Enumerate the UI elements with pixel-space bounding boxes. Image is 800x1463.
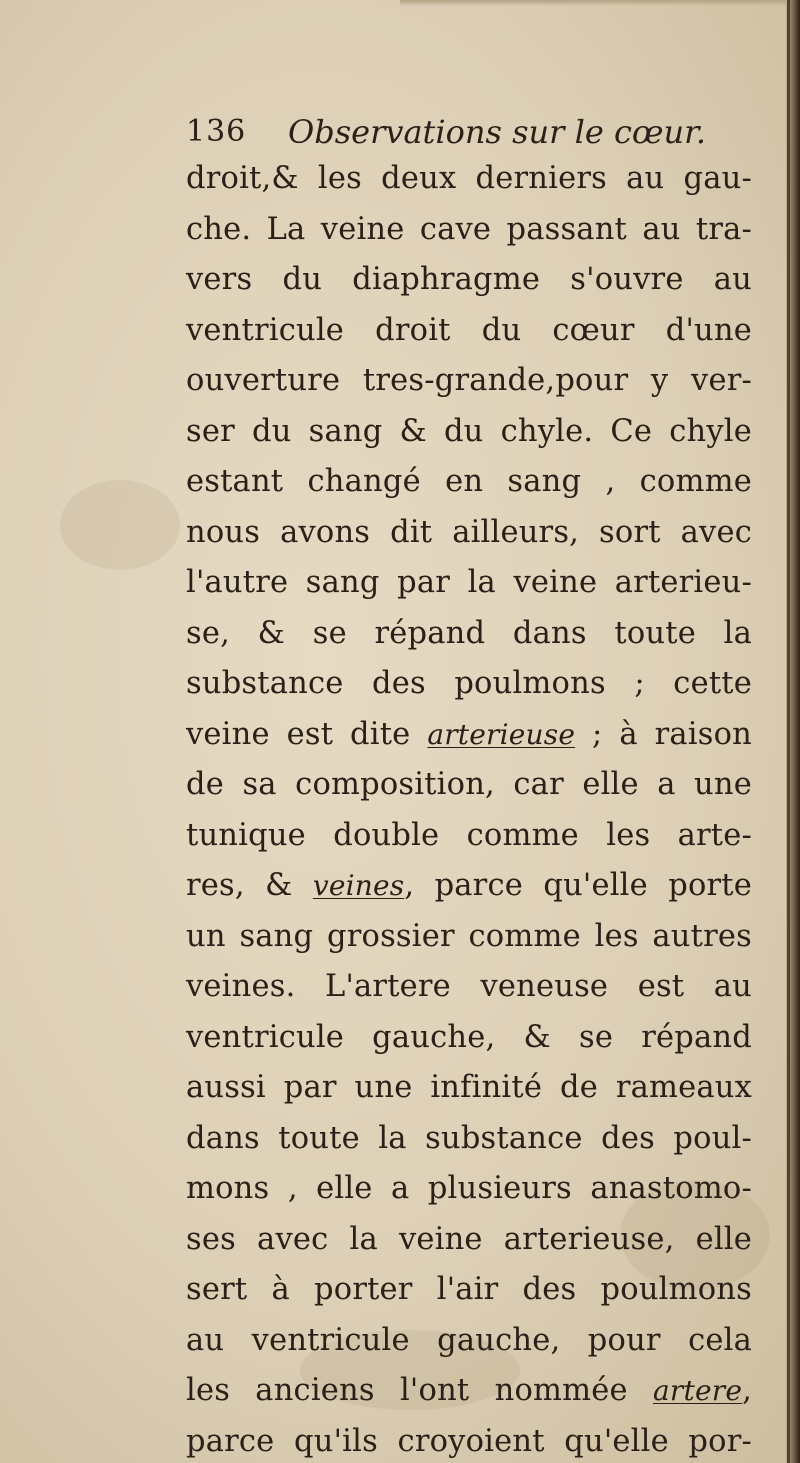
text-segment: vers du diaphragme s'ouvre au (186, 262, 752, 297)
text-line (186, 1215, 752, 1266)
text-line (186, 962, 752, 1013)
page-header (186, 108, 746, 156)
text-line (186, 659, 752, 710)
text-segment: veine est dite (186, 716, 428, 752)
page-top-shadow (400, 0, 800, 6)
text-segment: che. La veine cave passant au tra- (186, 211, 752, 247)
text-segment: ser du sang & du chyle. Ce chyle (186, 413, 752, 449)
text-segment: les anciens l'ont nommée (186, 1373, 654, 1408)
text-line (186, 306, 752, 357)
italic-term: arterieuse (427, 717, 576, 751)
text-line (186, 1316, 752, 1367)
text-line (186, 356, 752, 407)
text-segment: l'autre sang par la veine arterieu- (186, 565, 752, 600)
text-segment: veines. L'artere veneuse est au (186, 969, 752, 1004)
text-line (186, 609, 752, 660)
text-line (186, 1366, 752, 1417)
text-line (186, 1417, 752, 1463)
text-line (186, 1013, 752, 1064)
text-segment: ouverture tres-grande,pour y ver- (186, 363, 752, 398)
text-line (186, 912, 752, 963)
text-segment: estant changé en sang , comme (186, 464, 752, 499)
text-line (186, 1265, 752, 1316)
body-text (186, 154, 766, 1463)
text-line (186, 558, 752, 609)
text-segment: ventricule droit du cœur d'une (186, 312, 752, 348)
text-segment: ; à raison (575, 716, 753, 752)
text-segment: tunique double comme les arte- (186, 817, 752, 853)
text-segment: mons , elle a plusieurs anastomo- (186, 1171, 752, 1206)
running-title: Observations sur le cœur. (288, 113, 707, 151)
text-segment: sert à porter l'air des poulmons (186, 1272, 752, 1307)
text-line (186, 760, 752, 811)
text-segment: ventricule gauche, & se répand (186, 1019, 752, 1055)
text-line (186, 457, 752, 508)
text-segment: aussi par une infinité de rameaux (186, 1070, 752, 1105)
text-segment: parce qu'ils croyoient qu'elle por- (186, 1423, 752, 1459)
text-line (186, 508, 752, 559)
italic-term: artere (653, 1374, 743, 1407)
text-segment: de sa composition, car elle a une (186, 767, 752, 802)
page-number: 136 (186, 114, 247, 149)
text-line (186, 407, 752, 458)
text-segment: un sang grossier comme les autres (186, 918, 752, 954)
text-line (186, 255, 752, 306)
paper-stain (60, 480, 180, 570)
text-segment: dans toute la substance des poul- (186, 1120, 752, 1156)
text-line (186, 1164, 752, 1215)
text-segment: , (742, 1373, 752, 1408)
text-segment: , parce qu'elle porte (404, 868, 752, 903)
text-segment: droit,& les deux derniers au gau- (186, 161, 752, 196)
text-line (186, 205, 752, 256)
text-segment: substance des poulmons ; cette (186, 666, 752, 701)
text-segment: nous avons dit ailleurs, sort avec (186, 514, 752, 550)
text-line (186, 154, 752, 205)
text-line (186, 811, 752, 862)
text-segment: res, & (186, 868, 313, 903)
text-line (186, 1114, 752, 1165)
text-segment: ses avec la veine arterieuse, elle (186, 1221, 752, 1257)
italic-term: veines (312, 869, 405, 902)
gutter-edge (787, 0, 790, 1463)
text-segment: au ventricule gauche, pour cela (186, 1322, 752, 1358)
text-line (186, 1063, 752, 1114)
text-line (186, 710, 752, 761)
text-line (186, 861, 752, 912)
text-segment: se, & se répand dans toute la (186, 615, 752, 651)
